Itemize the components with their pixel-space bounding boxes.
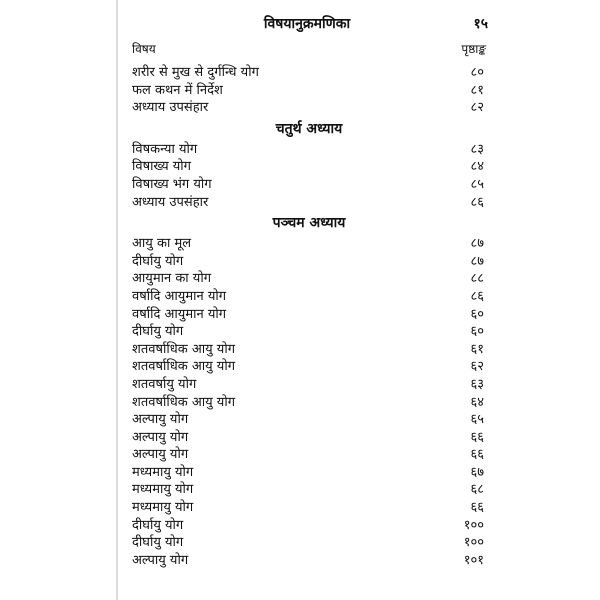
toc-entry-page: ६३ — [470, 376, 484, 392]
chapter-heading-text: चतुर्थ अध्याय — [275, 120, 343, 137]
toc-entry-page: ८१ — [470, 82, 484, 98]
toc-entry — [132, 158, 486, 176]
toc-entry — [132, 411, 486, 429]
toc-entry-page: ६४ — [470, 394, 484, 410]
toc-entry — [132, 194, 486, 212]
toc-entry — [132, 376, 486, 394]
toc-entry-page: ६६ — [470, 429, 484, 445]
toc-entry — [132, 99, 486, 117]
toc-entry — [132, 517, 486, 535]
toc-entry — [132, 141, 486, 159]
toc-entry-topic: मध्यमायु योग — [132, 500, 194, 516]
topic-column-header: विषय — [132, 42, 156, 56]
toc-entry-topic: दीर्घायु योग — [132, 324, 184, 340]
chapter-heading-text: पञ्चम अध्याय — [272, 215, 346, 232]
toc-entry-page: १०० — [463, 517, 484, 533]
running-title: विषयानुक्रमणिका — [263, 16, 351, 32]
toc-entry-page: ८० — [470, 65, 484, 80]
toc-entry-page: ६५ — [470, 412, 484, 428]
toc-entry-topic: वर्षादि आयुमान योग — [132, 288, 227, 304]
toc-entry — [132, 534, 486, 552]
page-header — [118, 14, 496, 34]
toc-entry-topic: विषाख्य योग — [132, 159, 191, 175]
toc-entry-topic: शतवर्षायु योग — [132, 376, 197, 392]
toc-entry-topic: वर्षादि आयुमान योग — [132, 306, 227, 322]
toc-entry-page: ६२ — [470, 359, 484, 375]
toc-entry — [132, 394, 486, 412]
toc-entry — [132, 464, 486, 482]
chapter-heading — [132, 211, 486, 235]
toc-entry-topic: दीर्घायु योग — [132, 253, 184, 269]
toc-entry — [132, 64, 486, 82]
toc-entry — [132, 288, 486, 306]
toc-entry-page: ८३ — [470, 141, 484, 157]
chapter-heading — [132, 117, 486, 141]
table-of-contents — [132, 64, 486, 569]
toc-entry-topic: शतवर्षाधिक आयु योग — [132, 359, 236, 375]
toc-entry-topic: मध्यमायु योग — [132, 482, 194, 498]
toc-entry-page: ८८ — [470, 271, 484, 287]
book-page — [118, 0, 496, 600]
toc-entry-page: ८५ — [470, 176, 484, 192]
toc-entry-page: १०१ — [463, 552, 484, 568]
column-headers — [132, 40, 486, 58]
toc-entry — [132, 481, 486, 499]
toc-entry-topic: विषकन्या योग — [132, 141, 198, 157]
toc-entry-page: ६६ — [470, 447, 484, 463]
toc-entry-topic: अल्पायु योग — [132, 412, 189, 428]
toc-entry-topic: आयुमान का योग — [132, 271, 212, 287]
toc-entry-page: ६१ — [470, 341, 484, 357]
toc-entry-page: ८४ — [470, 159, 484, 175]
toc-entry — [132, 446, 486, 464]
toc-entry-topic: शरीर से मुख से दुर्गन्धि योग — [132, 65, 259, 80]
toc-entry-topic: दीर्घायु योग — [132, 535, 184, 551]
toc-entry-page: ८६ — [470, 288, 484, 304]
toc-entry — [132, 270, 486, 288]
toc-entry-page: ८६ — [470, 194, 484, 210]
toc-entry-page: ६८ — [470, 482, 484, 498]
toc-entry-topic: फल कथन में निर्देश — [132, 82, 223, 98]
toc-entry-topic: अल्पायु योग — [132, 447, 189, 463]
toc-entry — [132, 323, 486, 341]
toc-entry — [132, 306, 486, 324]
toc-entry-topic: अल्पायु योग — [132, 429, 189, 445]
toc-entry — [132, 176, 486, 194]
toc-entry-topic: विषाख्य भंग योग — [132, 176, 212, 192]
toc-entry-topic: शतवर्षाधिक आयु योग — [132, 341, 236, 357]
toc-entry — [132, 499, 486, 517]
toc-entry-page: ८२ — [470, 100, 484, 116]
toc-entry-page: ६० — [470, 306, 484, 322]
toc-entry — [132, 552, 486, 570]
toc-entry — [132, 429, 486, 447]
toc-entry — [132, 341, 486, 359]
page-number: १५ — [473, 16, 488, 32]
toc-entry-page: ६६ — [470, 500, 484, 516]
toc-entry — [132, 82, 486, 100]
toc-entry-topic: मध्यमायु योग — [132, 464, 194, 480]
page-column-header: पृष्ठाङ्क — [461, 42, 486, 56]
toc-entry-topic: अध्याय उपसंहार — [132, 194, 209, 210]
toc-entry — [132, 358, 486, 376]
toc-entry-topic: अल्पायु योग — [132, 552, 189, 568]
toc-entry-page: ८७ — [470, 253, 484, 269]
toc-entry-page: ६७ — [470, 464, 484, 480]
toc-entry-topic: अध्याय उपसंहार — [132, 100, 209, 116]
toc-entry-page: १०० — [463, 535, 484, 551]
toc-entry-topic: शतवर्षाधिक आयु योग — [132, 394, 236, 410]
toc-entry-topic: आयु का मूल — [132, 236, 192, 252]
toc-entry-topic: दीर्घायु योग — [132, 517, 184, 533]
toc-entry — [132, 253, 486, 271]
toc-entry-page: ६० — [470, 324, 484, 340]
toc-entry-page: ८७ — [470, 236, 484, 252]
toc-entry — [132, 235, 486, 253]
